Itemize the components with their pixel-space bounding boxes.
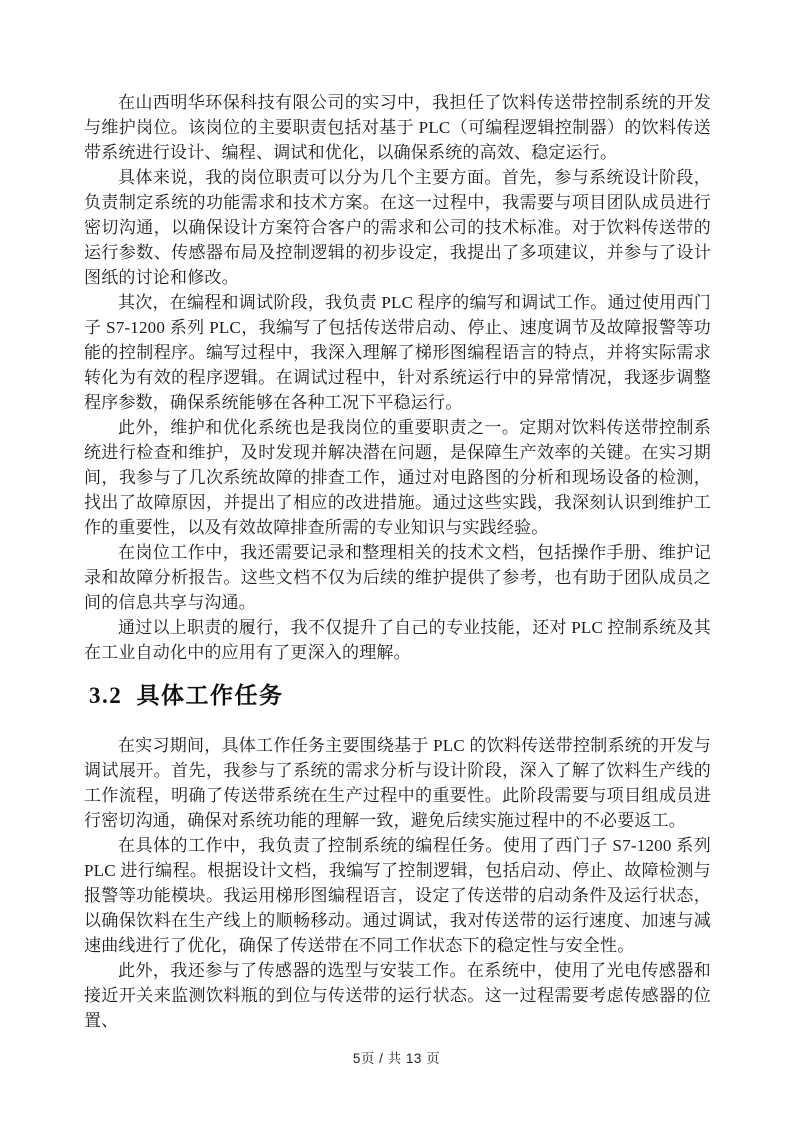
paragraph: 此外，维护和优化系统也是我岗位的重要职责之一。定期对饮料传送带控制系统进行检查和维护，及时发现并解决潜在问题，是保障生产效率的关键。在实习期间，我参与了几次系统故障的排查工作，通过对电路图的分析和现场设备的检测，找出了故障原因，并提出了相应的改进措施。通过这些实践，我深刻认识到维护工作的重要性，以及有效故障排查所需的专业知识与实践经验。 xyxy=(84,418,711,537)
paragraph: 在岗位工作中，我还需要记录和整理相关的技术文档，包括操作手册、维护记录和故障分析报告。这些文档不仅为后续的维护提供了参考，也有助于团队成员之间的信息共享与沟通。 xyxy=(84,543,711,612)
page-number-footer: 5页 / 共 13 页 xyxy=(352,1051,441,1066)
paragraph: 其次，在编程和调试阶段，我负责 PLC 程序的编写和调试工作。通过使用西门子 S7-1200 系列 PLC，我编写了包括传送带启动、停止、速度调节及故障报警等功能的控制程序。编写过程中，我深入理解了梯形图编程语言的特点，并将实际需求转化为有效的程序逻辑。在调试过程中，针对系统运行中的异常情况，我逐步调整程序参数，确保系统能够在各种工况下平稳运行。 xyxy=(84,293,711,412)
document-body xyxy=(84,90,711,1033)
paragraph: 在具体的工作中，我负责了控制系统的编程任务。使用了西门子 S7-1200 系列 PLC 进行编程。根据设计文档，我编写了控制逻辑，包括启动、停止、故障检测与报警等功能模块。我运用梯形图编程语言，设定了传送带的启动条件及运行状态，以确保饮料在生产线上的顺畅移动。通过调试，我对传送带的运行速度、加速与减速曲线进行了优化，确保了传送带在不同工作状态下的稳定性与安全性。 xyxy=(84,836,711,955)
paragraph: 此外，我还参与了传感器的选型与安装工作。在系统中，使用了光电传感器和接近开关来监测饮料瓶的到位与传送带的运行状态。这一过程需要考虑传感器的位置、 xyxy=(84,961,711,1030)
paragraph: 在实习期间，具体工作任务主要围绕基于 PLC 的饮料传送带控制系统的开发与调试展开。首先，我参与了系统的需求分析与设计阶段，深入了解了饮料生产线的工作流程，明确了传送带系统在生产过程中的重要性。此阶段需要与项目组成员进行密切沟通，确保对系统功能的理解一致，避免后续实施过程中的不必要返工。 xyxy=(84,736,711,830)
paragraph: 通过以上职责的履行，我不仅提升了自己的专业技能，还对 PLC 控制系统及其在工业自动化中的应用有了更深入的理解。 xyxy=(84,618,711,662)
section-heading: 3.2 具体工作任务 xyxy=(89,683,284,708)
paragraph: 具体来说，我的岗位职责可以分为几个主要方面。首先，参与系统设计阶段，负责制定系统的功能需求和技术方案。在这一过程中，我需要与项目团队成员进行密切沟通，以确保设计方案符合客户的需求和公司的技术标准。对于饮料传送带的运行参数、传感器布局及控制逻辑的初步设定，我提出了多项建议，并参与了设计图纸的讨论和修改。 xyxy=(84,168,711,287)
paragraph: 在山西明华环保科技有限公司的实习中，我担任了饮料传送带控制系统的开发与维护岗位。该岗位的主要职责包括对基于 PLC（可编程逻辑控制器）的饮料传送带系统进行设计、编程、调试和优化，以确保系统的高效、稳定运行。 xyxy=(84,93,711,162)
